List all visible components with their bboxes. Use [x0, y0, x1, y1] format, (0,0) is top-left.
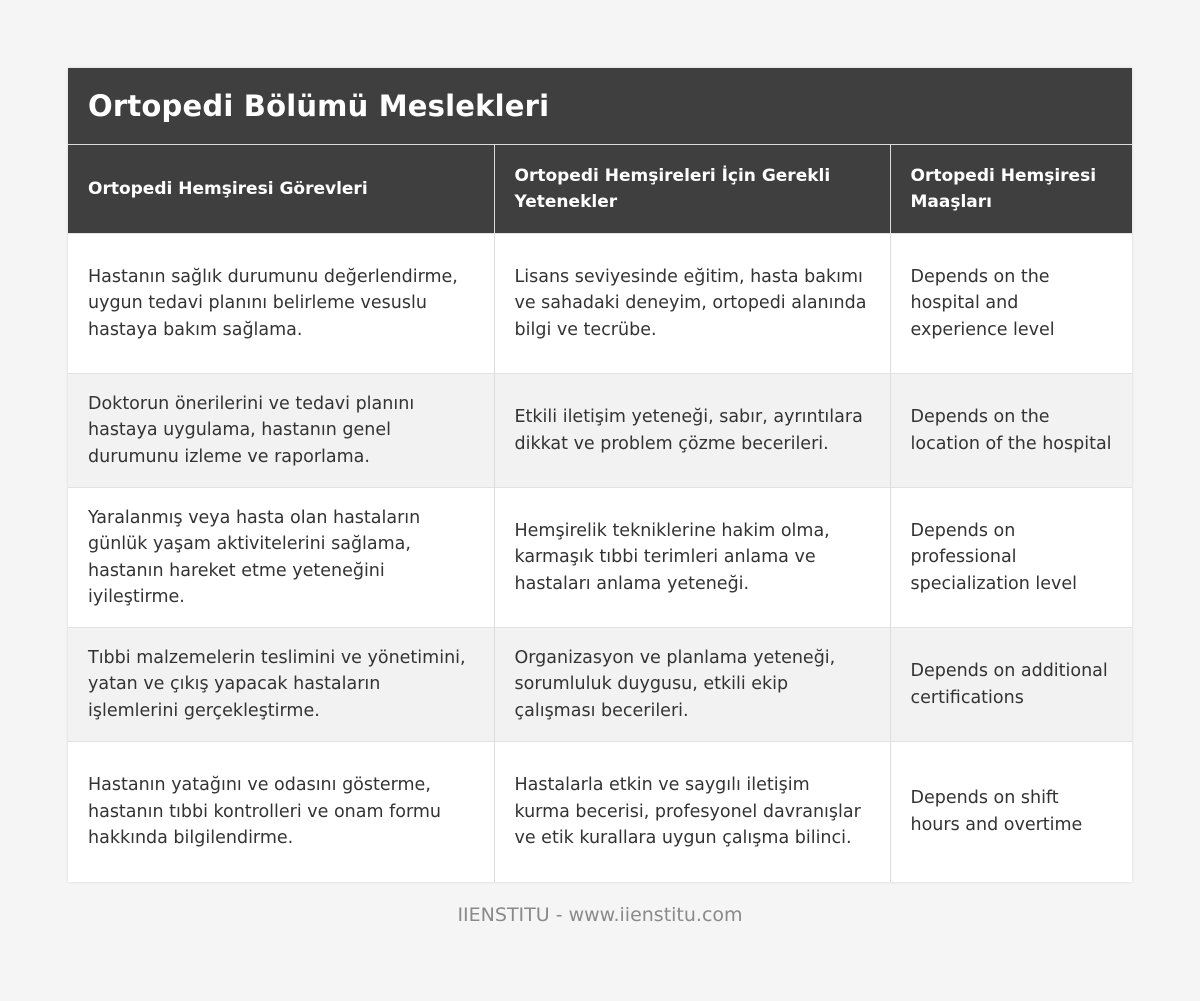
table-cell-salary: Depends on the hospital and experience level [890, 234, 1132, 374]
table-cell-salary: Depends on the location of the hospital [890, 374, 1132, 488]
table-cell-duties: Yaralanmış veya hasta olan hastaların günlük yaşam aktivitelerini sağlama, hastanın hareket etme yeteneğini iyileştirme. [68, 488, 494, 628]
table-cell-skills: Hemşirelik tekniklerine hakim olma, karmaşık tıbbi terimleri anlama ve hastaları anlama yeteneği. [494, 488, 890, 628]
page-title: Ortopedi Bölümü Meslekleri [88, 89, 550, 123]
table-cell-duties: Hastanın yatağını ve odasını gösterme, hastanın tıbbi kontrolleri ve onam formu hakkında bilgilendirme. [68, 742, 494, 882]
table-cell-skills: Etkili iletişim yeteneği, sabır, ayrıntılara dikkat ve problem çözme becerileri. [494, 374, 890, 488]
column-header-duties: Ortopedi Hemşiresi Görevleri [68, 145, 494, 234]
table-row [68, 488, 1132, 628]
table-cell-salary: Depends on shift hours and overtime [890, 742, 1132, 882]
table-row [68, 742, 1132, 882]
careers-table [68, 144, 1132, 882]
footer-credit: IIENSTITU - www.iienstitu.com [457, 904, 743, 926]
title-bar [68, 68, 1132, 144]
table-cell-duties: Hastanın sağlık durumunu değerlendirme, uygun tedavi planını belirleme vesuslu hastaya bakım sağlama. [68, 234, 494, 374]
table-cell-skills: Lisans seviyesinde eğitim, hasta bakımı ve sahadaki deneyim, ortopedi alanında bilgi ve tecrübe. [494, 234, 890, 374]
table-cell-duties: Tıbbi malzemelerin teslimini ve yönetimini, yatan ve çıkış yapacak hastaların işlemlerini gerçekleştirme. [68, 628, 494, 742]
table-header-row [68, 145, 1132, 234]
table-cell-skills: Hastalarla etkin ve saygılı iletişim kurma becerisi, profesyonel davranışlar ve etik kurallara uygun çalışma bilinci. [494, 742, 890, 882]
table-cell-skills: Organizasyon ve planlama yeteneği, sorumluluk duygusu, etkili ekip çalışması becerileri. [494, 628, 890, 742]
table-row [68, 374, 1132, 488]
table-row [68, 234, 1132, 374]
table-cell-salary: Depends on additional certifications [890, 628, 1132, 742]
table-row [68, 628, 1132, 742]
column-header-salaries: Ortopedi Hemşiresi Maaşları [890, 145, 1132, 234]
table-cell-salary: Depends on professional specialization level [890, 488, 1132, 628]
column-header-skills: Ortopedi Hemşireleri İçin Gerekli Yetenekler [494, 145, 890, 234]
careers-table-card [68, 68, 1132, 882]
table-cell-duties: Doktorun önerilerini ve tedavi planını hastaya uygulama, hastanın genel durumunu izleme ve raporlama. [68, 374, 494, 488]
